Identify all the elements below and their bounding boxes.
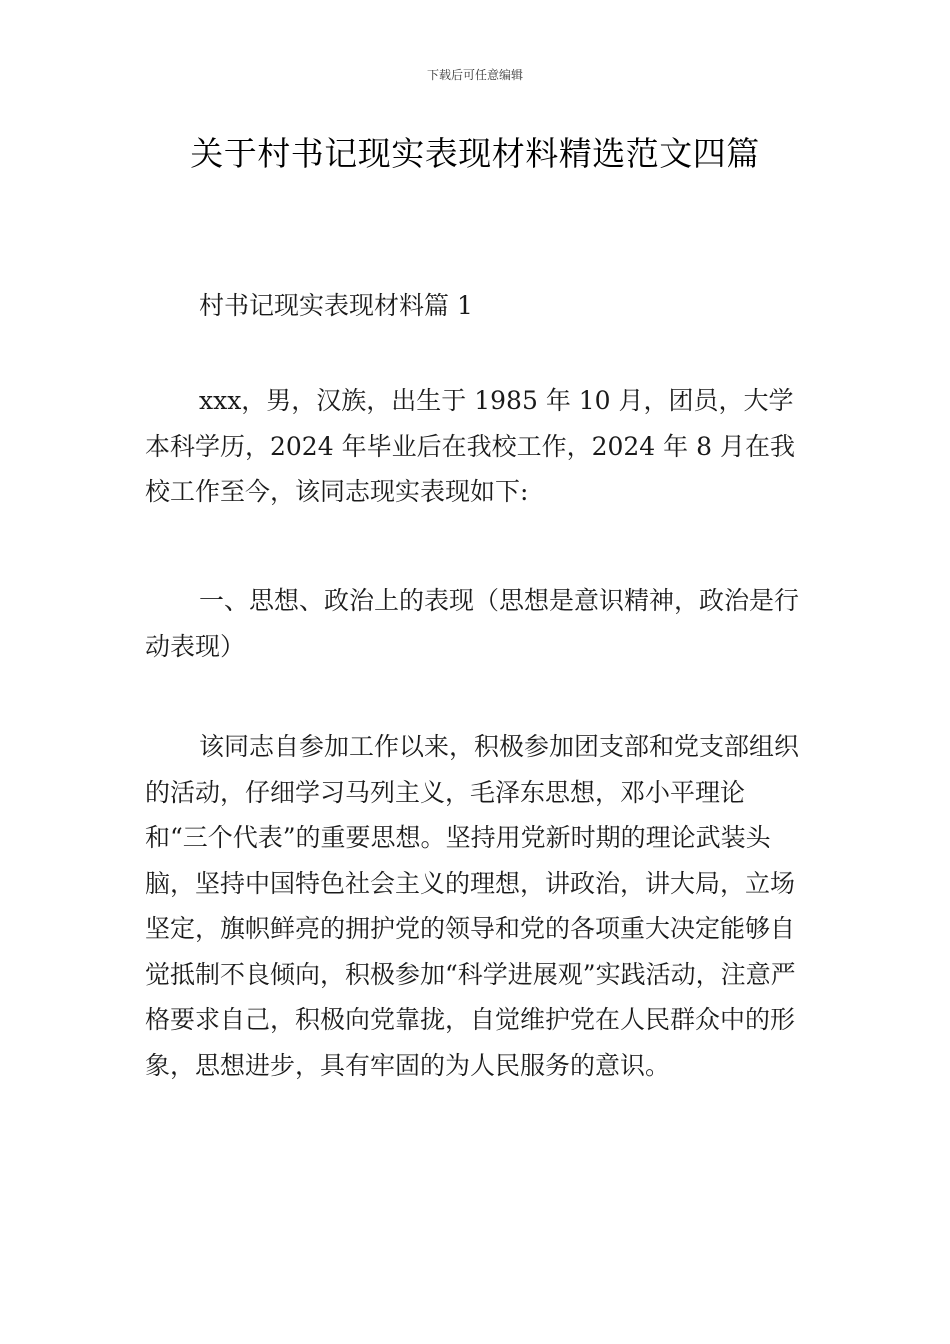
header-note: 下载后可任意编辑 (426, 68, 523, 82)
section-heading: 村书记现实表现材料篇 1 (199, 291, 473, 320)
paragraph-political-performance: 该同志自参加工作以来，积极参加团支部和党支部组织的活动，仔细学习马列主义，毛泽东思想，邓小平理论和“三个代表”的重要思想。坚持用党新时期的理论武装头脑，坚持中国特色社会主义的理想，讲政治，讲大局，立场坚定，旗帜鲜亮的拥护党的领导和党的各项重大决定能够自觉抵制不良倾向，积极参加“科学进展观”实践活动，注意严格要求自己，积极向党靠拢，自觉维护党在人民群众中的形象，思想进步，具有牢固的为人民服务的意识。 (145, 732, 800, 1080)
paragraph-subheading-political: 一、思想、政治上的表现（思想是意识精神，政治是行动表现） (145, 586, 800, 661)
paragraph-profile: xxx，男，汉族，出生于 1985 年 10 月，团员，大学本科学历，2024 年毕业后在我校工作，2024 年 8 月在我校工作至今，该同志现实表现如下: (145, 386, 795, 506)
document-title: 关于村书记现实表现材料精选范文四篇 (190, 134, 760, 173)
